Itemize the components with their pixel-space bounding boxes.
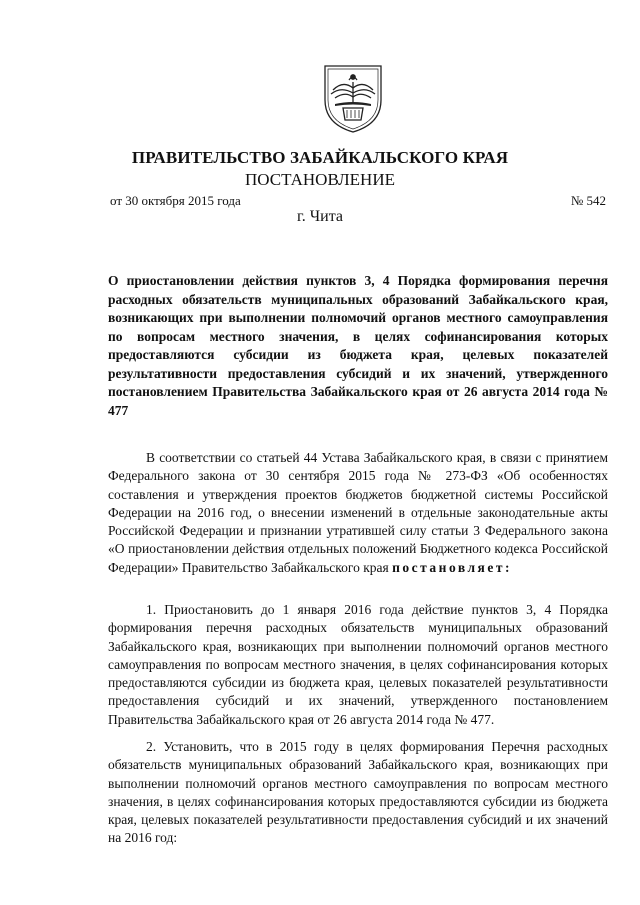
coat-of-arms-icon <box>321 60 385 134</box>
preamble-paragraph <box>108 449 608 577</box>
document-subject: О приостановлении действия пунктов 3, 4 Порядка формирования перечня расходных обязательств муниципальных образований Забайкальского края, возникающих при выполнении полномочий органов местного самоуправления по вопросам местного значения, в целях софинансирования которых предоставляются субсидии из бюджета края, целевых показателей результативности предоставления субсидий и их значений, утвержденного постановлением Правительства Забайкальского края от 26 августа 2014 года № 477 <box>108 273 608 418</box>
document-number: № 542 <box>570 193 606 208</box>
document-date: от 30 октября 2015 года <box>110 193 241 208</box>
government-title: ПРАВИТЕЛЬСТВО ЗАБАЙКАЛЬСКОГО КРАЯ <box>131 148 509 167</box>
document-type: ПОСТАНОВЛЕНИЕ <box>244 170 395 189</box>
list-item: 2. Установить, что в 2015 году в целях формирования Перечня расходных обязательств муниципальных образований Забайкальского края, возникающих при выполнении полномочий органов местного самоуправления по вопросам местного значения, в целях софинансирования которых предоставляются субсидии из бюджета края, целевых показателей результативности предоставления субсидий и их значений на 2016 год: <box>108 739 608 846</box>
list-item: 1. Приостановить до 1 января 2016 года действие пунктов 3, 4 Порядка формирования перечня расходных обязательств муниципальных образований Забайкальского края, возникающих при выполнении полномочий органов местного самоуправления по вопросам местного значения, в целях софинансирования которых предоставляются субсидии из бюджета края, целевых показателей результативности предоставления субсидий и их значений, утвержденного постановлением Правительства Забайкальского края от 26 августа 2014 года № 477. <box>108 602 608 727</box>
preamble-text: В соответствии со статьей 44 Устава Забайкальского края, в связи с принятием Федерального закона от 30 сентября 2015 года № 273-ФЗ «Об особенностях составления и утверждения проектов бюджетов бюджетной системы Российской Федерации на 2016 год, о внесении изменений в отдельные законодательные акты Российской Федерации и признании утратившей силу статьи 3 Федерального закона «О приостановлении действия отдельных положений Бюджетного кодекса Российской Федерации» Правительство Забайкальского края <box>108 450 608 575</box>
decree-word: постановляет: <box>392 559 512 575</box>
document-city: г. Чита <box>296 208 343 225</box>
